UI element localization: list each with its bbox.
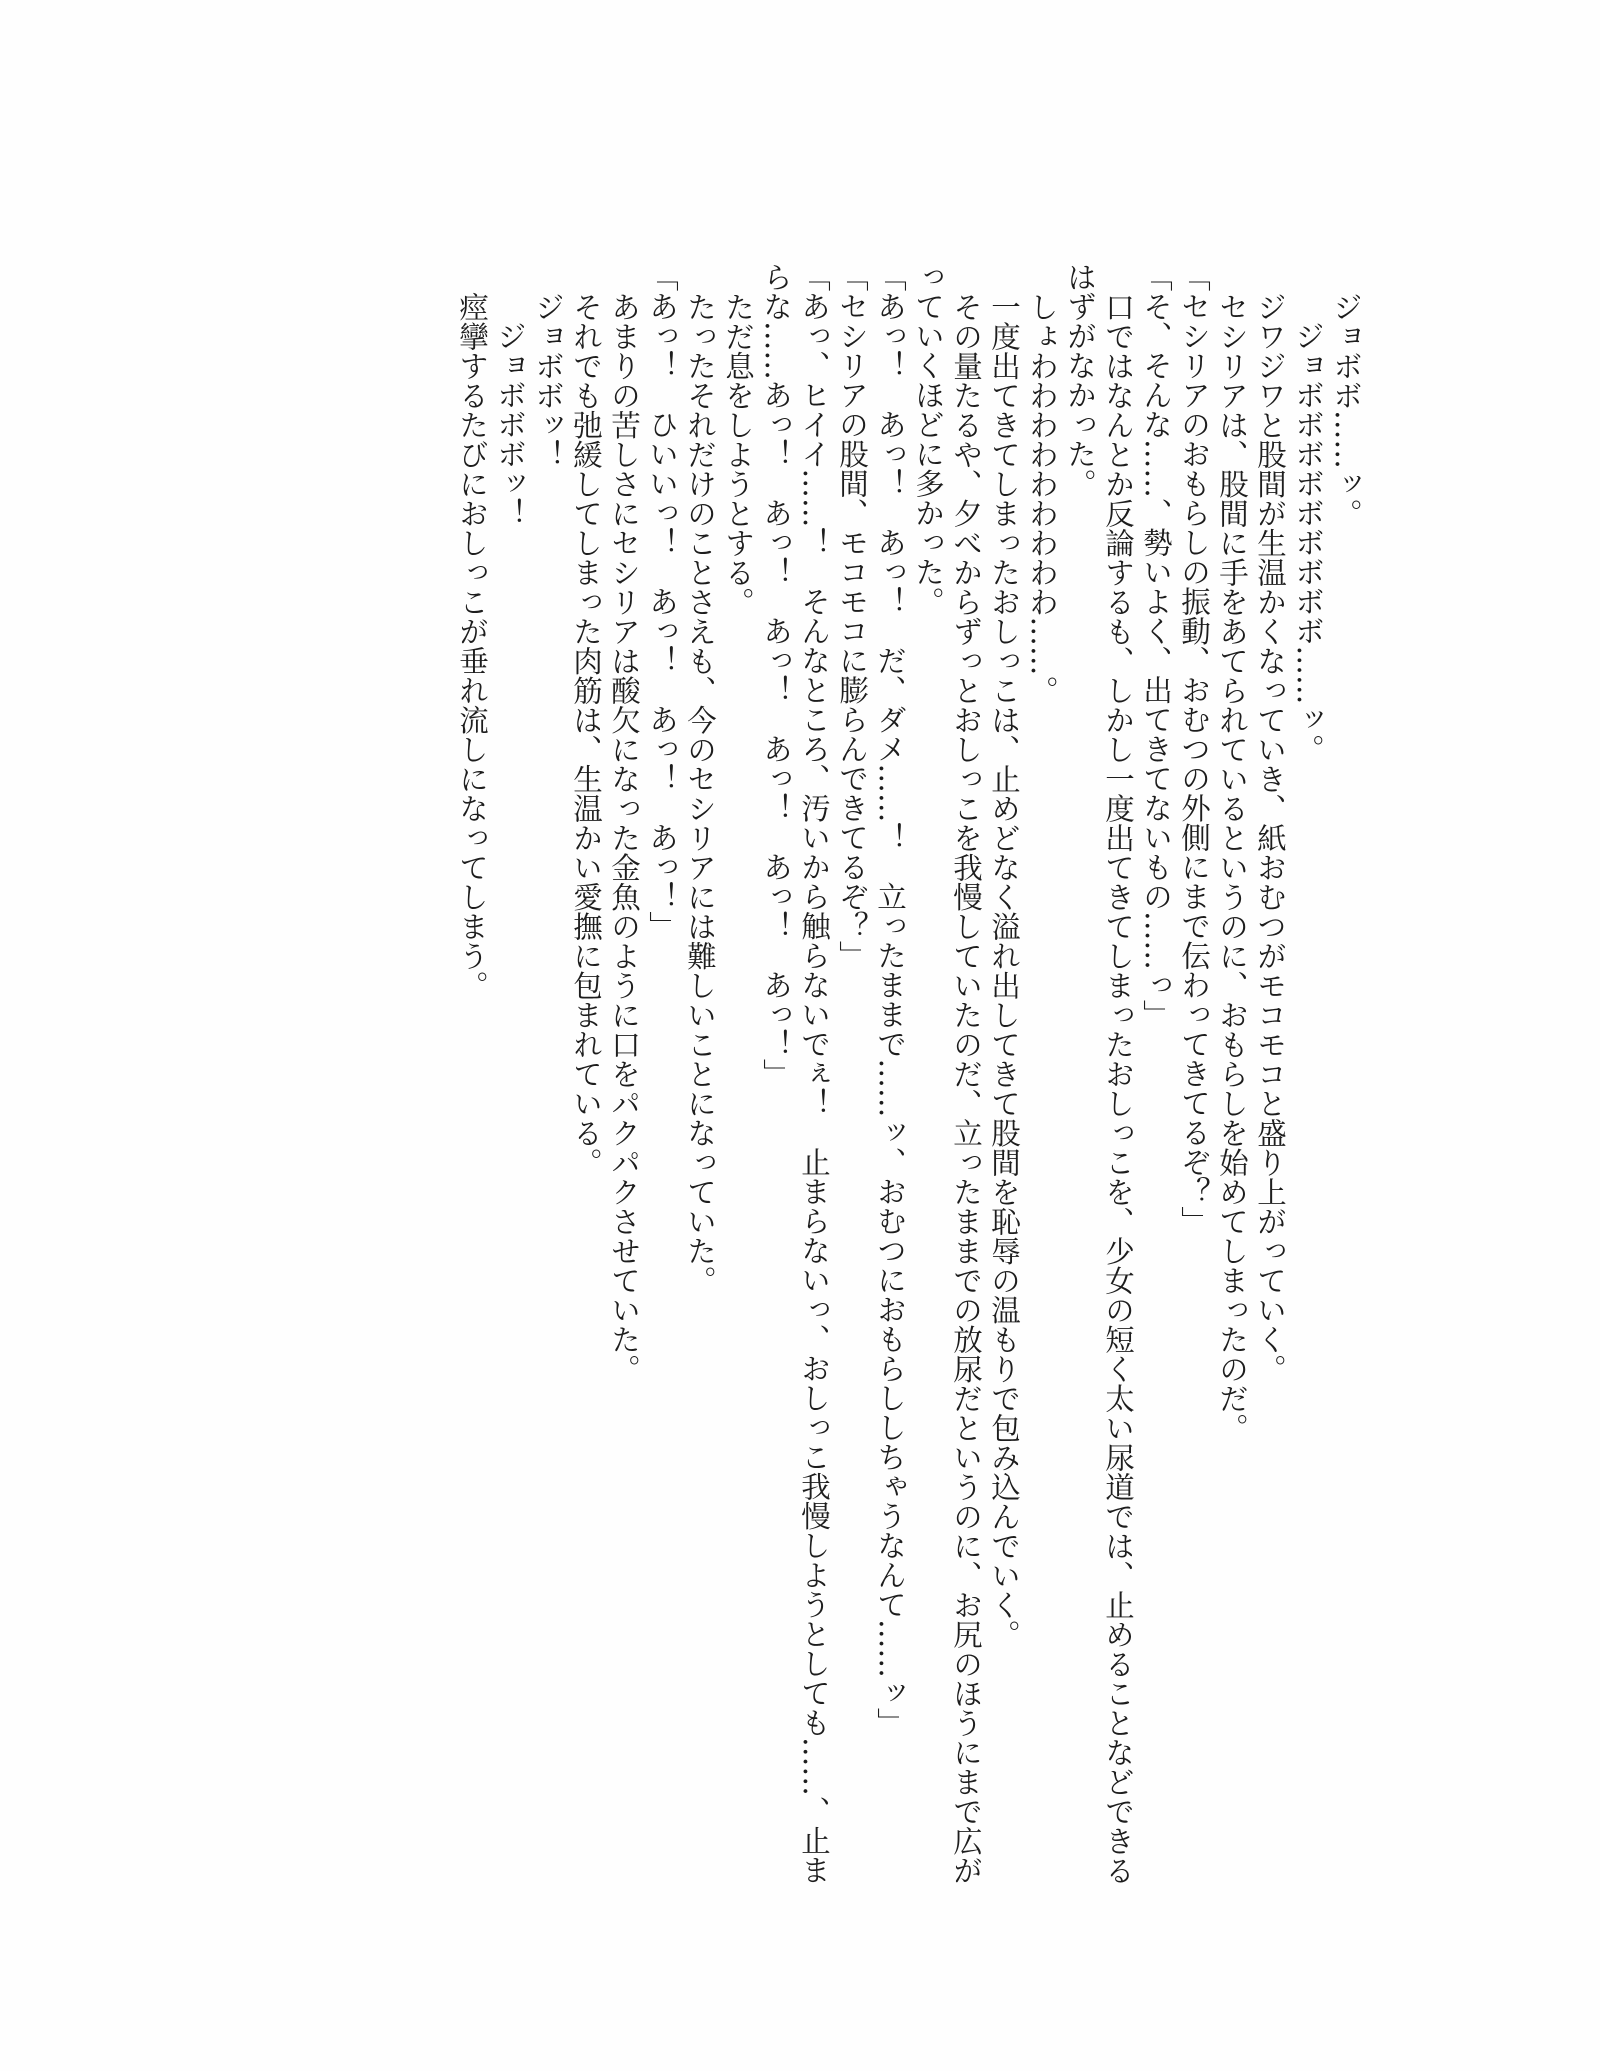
text-line: たったそれだけのことさえも、今のセシリアには難しいことになっていた。 xyxy=(683,291,717,1295)
text-line: 口ではなんとか反論するも、しかし一度出てきてしまったおしっこを、少女の短く太い尿道では、止めることなどできる xyxy=(1101,291,1135,1885)
vertical-text-block xyxy=(453,262,1365,1892)
text-line: 「そ、そんな……、勢いよく、出てきてないもの……っ」 xyxy=(1139,262,1173,1029)
text-line: あまりの苦しさにセシリアは酸欠になった金魚のように口をパクパクさせていた。 xyxy=(607,291,641,1383)
text-line: 一度出てきてしまったおしっこは、止めどなく溢れ出してきて股間を恥辱の温もりで包み込んでいく。 xyxy=(987,291,1021,1649)
text-line: 「あっ！ あっ！ あっ！ だ、ダメ……！ 立ったままで……ッ、おむつにおもらししちゃうなんて……ッ」 xyxy=(873,262,907,1737)
text-line: ジョボボッ！ xyxy=(531,291,565,469)
text-line: セシリアは、股間に手をあてられているというのに、おもらしを始めてしまったのだ。 xyxy=(1215,291,1249,1442)
text-line: しょわわわわわわわわわ……。 xyxy=(1025,291,1059,705)
text-line: 「セシリアの股間、モコモコに膨らんできてるぞ？」 xyxy=(835,262,869,970)
text-line: それでも弛緩してしまった肉筋は、生温かい愛撫に包まれている。 xyxy=(569,291,603,1177)
text-line: はずがなかった。 xyxy=(1063,262,1097,498)
text-line: 「あっ、ヒイイ……！ そんなところ、汚いから触らないでぇ！ 止まらないっ、おしっこ我慢しようとしても……、止ま xyxy=(797,262,831,1885)
text-line: らな……あっ！ あっ！ あっ！ あっ！ あっ！ あっ！」 xyxy=(759,262,793,1088)
text-line: ジョボボボッ！ xyxy=(493,321,527,528)
text-line: ジョボボボボボボボボボ……ッ。 xyxy=(1291,321,1325,764)
text-line: ジョボボ……ッ。 xyxy=(1329,291,1363,528)
text-line: 「あっ！ ひいいっ！ あっ！ あっ！ あっ！」 xyxy=(645,262,679,941)
text-line: ジワジワと股間が生温かくなっていき、紙おむつがモコモコと盛り上がっていく。 xyxy=(1253,291,1287,1383)
text-line: 「セシリアのおもらしの振動、おむつの外側にまで伝わってきてるぞ？」 xyxy=(1177,262,1211,1236)
text-line: その量たるや、夕べからずっとおしっこを我慢していたのだ、立ったままでの放尿だというのに、お尻のほうにまで広が xyxy=(949,291,983,1885)
text-line: ただ息をしようとする。 xyxy=(721,291,755,616)
text-line: 痙攣するたびにおしっこが垂れ流しになってしまう。 xyxy=(455,291,489,1000)
text-line: っていくほどに多かった。 xyxy=(911,262,945,616)
